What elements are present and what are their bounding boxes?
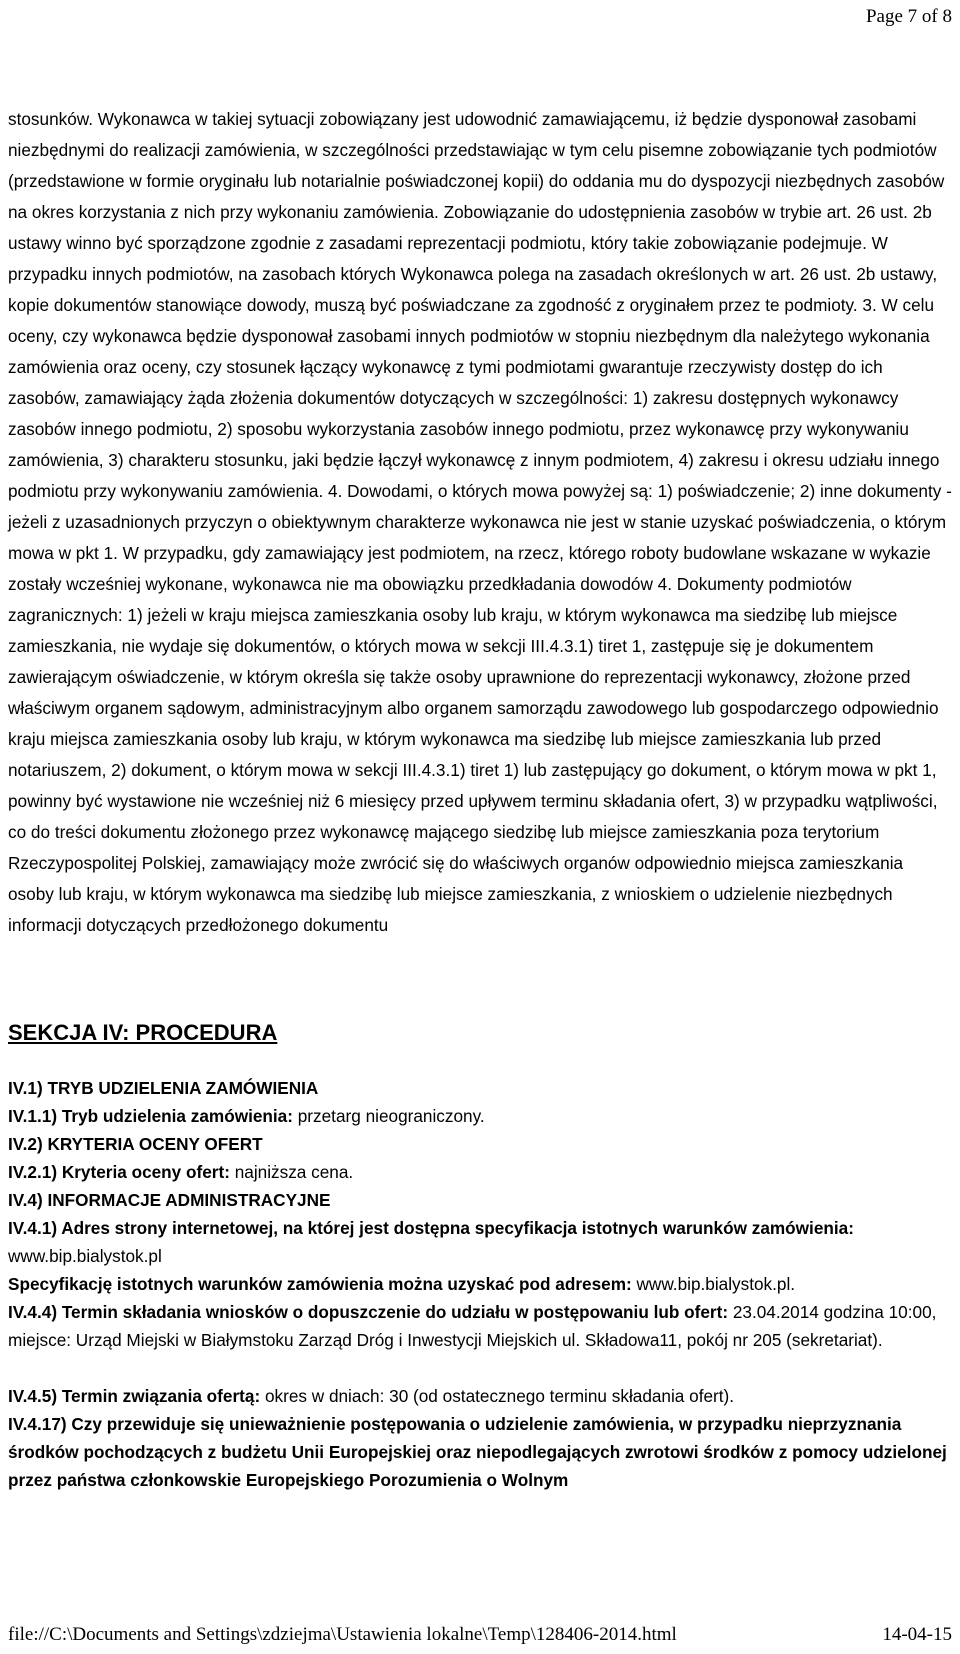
item-iv44 bbox=[8, 1298, 952, 1354]
heading-iv2: IV.2) KRYTERIA OCENY OFERT bbox=[8, 1134, 263, 1154]
item-iv11-value: przetarg nieograniczony. bbox=[292, 1106, 485, 1126]
item-iv45 bbox=[8, 1382, 952, 1410]
item-iv417: IV.4.17) Czy przewiduje się unieważnienie postępowania o udzielenie zamówienia, w przypadku nieprzyznania środków pochodzących z budżetu Unii Europejskiej oraz niepodlegających zwrotowi środków z pomocy udzielonej przez państwa członkowskie Europejskiego Porozumienia o Wolnym bbox=[8, 1414, 947, 1490]
section-title: SEKCJA IV: PROCEDURA bbox=[8, 1020, 278, 1045]
item-iv21-value: najniższa cena. bbox=[229, 1162, 354, 1182]
heading-iv1: IV.1) TRYB UDZIELENIA ZAMÓWIENIA bbox=[8, 1078, 319, 1098]
item-iv11-label: IV.1.1) Tryb udzielenia zamówienia: bbox=[8, 1106, 293, 1126]
item-iv11 bbox=[8, 1102, 952, 1130]
footer-file-path: file://C:\Documents and Settings\zdziejma\Ustawienia lokalne\Temp\128406-2014.html bbox=[8, 1624, 677, 1645]
item-iv41-label: IV.4.1) Adres strony internetowej, na której jest dostępna specyfikacja istotnych warunków zamówienia: bbox=[8, 1218, 854, 1238]
page-number: Page 7 of 8 bbox=[865, 6, 952, 27]
body-paragraph: stosunków. Wykonawca w takiej sytuacji zobowiązany jest udowodnić zamawiającemu, iż będzie dysponował zasobami niezbędnymi do realizacji zamówienia, w szczególności przedstawiając w tym celu pisemne zobowiązanie tych podmiotów (przedstawione w formie oryginału lub notarialnie poświadczonej kopii) do oddania mu do dyspozycji niezbędnych zasobów na okres korzystania z nich przy wykonaniu zamówienia. Zobowiązanie do udostępnienia zasobów w trybie art. 26 ust. 2b ustawy winno być sporządzone zgodnie z zasadami reprezentacji podmiotu, który takie zobowiązanie podejmuje. W przypadku innych podmiotów, na zasobach których Wykonawca polega na zasadach określonych w art. 26 ust. 2b ustawy, kopie dokumentów stanowiące dowody, muszą być poświadczane za zgodność z oryginałem przez te podmioty. 3. W celu oceny, czy wykonawca będzie dysponował zasobami innych podmiotów w stopniu niezbędnym dla należytego wykonania zamówienia oraz oceny, czy stosunek łączący wykonawcę z tymi podmiotami gwarantuje rzeczywisty dostęp do ich zasobów, zamawiający żąda złożenia dokumentów dotyczących w szczególności: 1) zakresu dostępnych wykonawcy zasobów innego podmiotu, 2) sposobu wykorzystania zasobów innego podmiotu, przez wykonawcę przy wykonywaniu zamówienia, 3) charakteru stosunku, jaki będzie łączył wykonawcę z innym podmiotem, 4) zakresu i okresu udziału innego podmiotu przy wykonywaniu zamówienia. 4. Dowodami, o których mowa powyżej są: 1) poświadczenie; 2) inne dokumenty - jeżeli z uzasadnionych przyczyn o obiektywnym charakterze wykonawca nie jest w stanie uzyskać poświadczenia, o którym mowa w pkt 1. W przypadku, gdy zamawiający jest podmiotem, na rzecz, którego roboty budowlane wskazane w wykazie zostały wcześniej wykonane, wykonawca nie ma obowiązku przedkładania dowodów 4. Dokumenty podmiotów zagranicznych: 1) jeżeli w kraju miejsca zamieszkania osoby lub kraju, w którym wykonawca ma siedzibę lub miejsce zamieszkania, nie wydaje się dokumentów, o których mowa w sekcji III.4.3.1) tiret 1, zastępuje się je dokumentem zawierającym oświadczenie, w którym określa się także osoby uprawnione do reprezentacji wykonawcy, złożone przed właściwym organem sądowym, administracyjnym albo organem samorządu zawodowego lub gospodarczego odpowiednio kraju miejsca zamieszkania osoby lub kraju, w którym wykonawca ma siedzibę lub miejsce zamieszkania lub przed notariuszem, 2) dokument, o którym mowa w sekcji III.4.3.1) tiret 1) lub zastępujący go dokument, o którym mowa w pkt 1, powinny być wystawione nie wcześniej niż 6 miesięcy przed upływem terminu składania ofert, 3) w przypadku wątpliwości, co do treści dokumentu złożonego przez wykonawcę mającego siedzibę lub miejsce zamieszkania poza terytorium Rzeczypospolitej Polskiej, zamawiający może zwrócić się do właściwych organów odpowiednio miejsca zamieszkania osoby lub kraju, w którym wykonawca ma siedzibę lub miejsce zamieszkania, z wnioskiem o udzielenie niezbędnych informacji dotyczących przedłożonego dokumentu bbox=[8, 109, 952, 935]
item-iv41 bbox=[8, 1214, 952, 1270]
spec-label: Specyfikację istotnych warunków zamówienia można uzyskać pod adresem: bbox=[8, 1274, 632, 1294]
item-iv45-value: okres w dniach: 30 (od ostatecznego terminu składania ofert). bbox=[260, 1386, 735, 1406]
item-iv45-label: IV.4.5) Termin związania ofertą: bbox=[8, 1386, 261, 1406]
item-iv21 bbox=[8, 1158, 952, 1186]
item-iv44-value: 23.04.2014 godzina 10:00, miejsce: Urząd Miejski w Białymstoku Zarząd Dróg i Inwestycji Miejskich ul. Składowa11, pokój nr 205 (sekretariat). bbox=[8, 1302, 937, 1350]
item-iv41-value: www.bip.bialystok.pl bbox=[8, 1246, 162, 1266]
spec-line bbox=[8, 1270, 952, 1298]
heading-iv4: IV.4) INFORMACJE ADMINISTRACYJNE bbox=[8, 1190, 331, 1210]
item-iv44-label: IV.4.4) Termin składania wniosków o dopuszczenie do udziału w postępowaniu lub ofert: bbox=[8, 1302, 729, 1322]
item-iv21-label: IV.2.1) Kryteria oceny ofert: bbox=[8, 1162, 230, 1182]
spec-value: www.bip.bialystok.pl. bbox=[631, 1274, 796, 1294]
footer-date: 14-04-15 bbox=[882, 1624, 952, 1645]
